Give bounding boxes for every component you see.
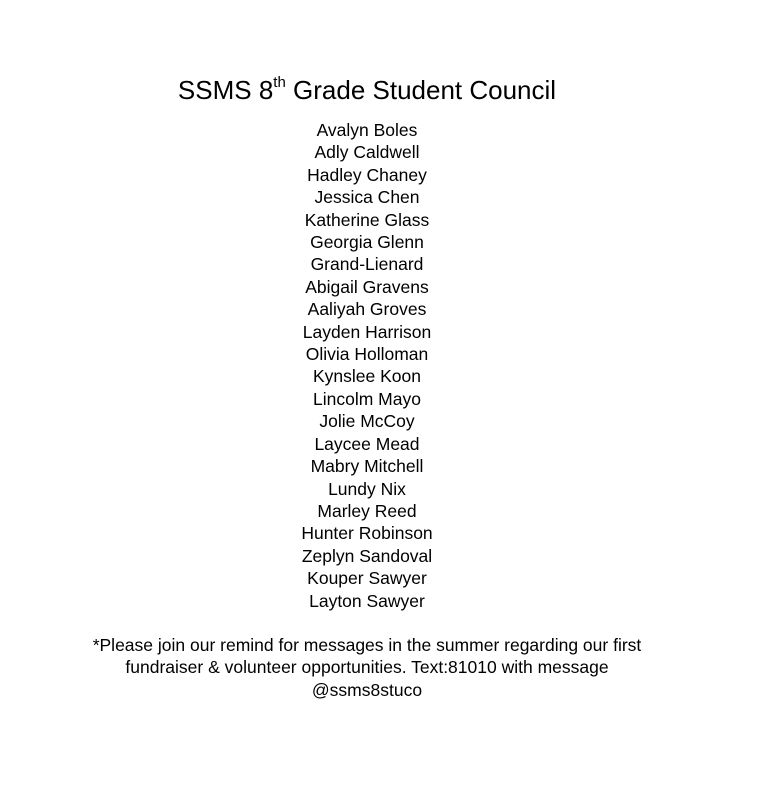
member-name: Laycee Mead <box>314 433 420 454</box>
member-name: Olivia Holloman <box>305 344 429 365</box>
note-line-1: *Please join our remind for messages in the summer regarding our first <box>92 635 642 655</box>
member-name: Aaliyah Groves <box>307 299 427 320</box>
member-name: Grand-Lienard <box>310 254 424 275</box>
member-name: Layton Sawyer <box>309 590 425 611</box>
member-name: Lincolm Mayo <box>313 388 421 409</box>
title-prefix: SSMS 8 <box>177 75 274 105</box>
member-name: Adly Caldwell <box>314 142 420 163</box>
member-name: Jessica Chen <box>314 187 420 208</box>
page-title <box>0 73 734 107</box>
member-name: Jolie McCoy <box>319 411 415 432</box>
member-name: Avalyn Boles <box>316 120 418 140</box>
member-name: Katherine Glass <box>304 209 430 230</box>
member-name: Abigail Gravens <box>305 276 429 297</box>
member-name: Hunter Robinson <box>301 523 433 544</box>
member-name: Kouper Sawyer <box>307 568 427 589</box>
member-name: Layden Harrison <box>302 321 432 342</box>
member-name: Zeplyn Sandoval <box>301 545 433 566</box>
member-name: Lundy Nix <box>328 478 406 499</box>
note-line-2: fundraiser & volunteer opportunities. Text:81010 with message <box>125 657 609 678</box>
note-line-3: @ssms8stuco <box>311 679 423 700</box>
member-name: Kynslee Koon <box>313 366 421 387</box>
title-superscript: th <box>273 74 286 92</box>
member-name: Hadley Chaney <box>307 164 427 185</box>
remind-note <box>0 634 734 701</box>
member-name: Marley Reed <box>317 500 417 521</box>
member-list <box>0 119 734 612</box>
title-suffix: Grade Student Council <box>285 75 557 105</box>
member-name: Georgia Glenn <box>310 232 424 253</box>
member-name: Mabry Mitchell <box>310 456 424 477</box>
